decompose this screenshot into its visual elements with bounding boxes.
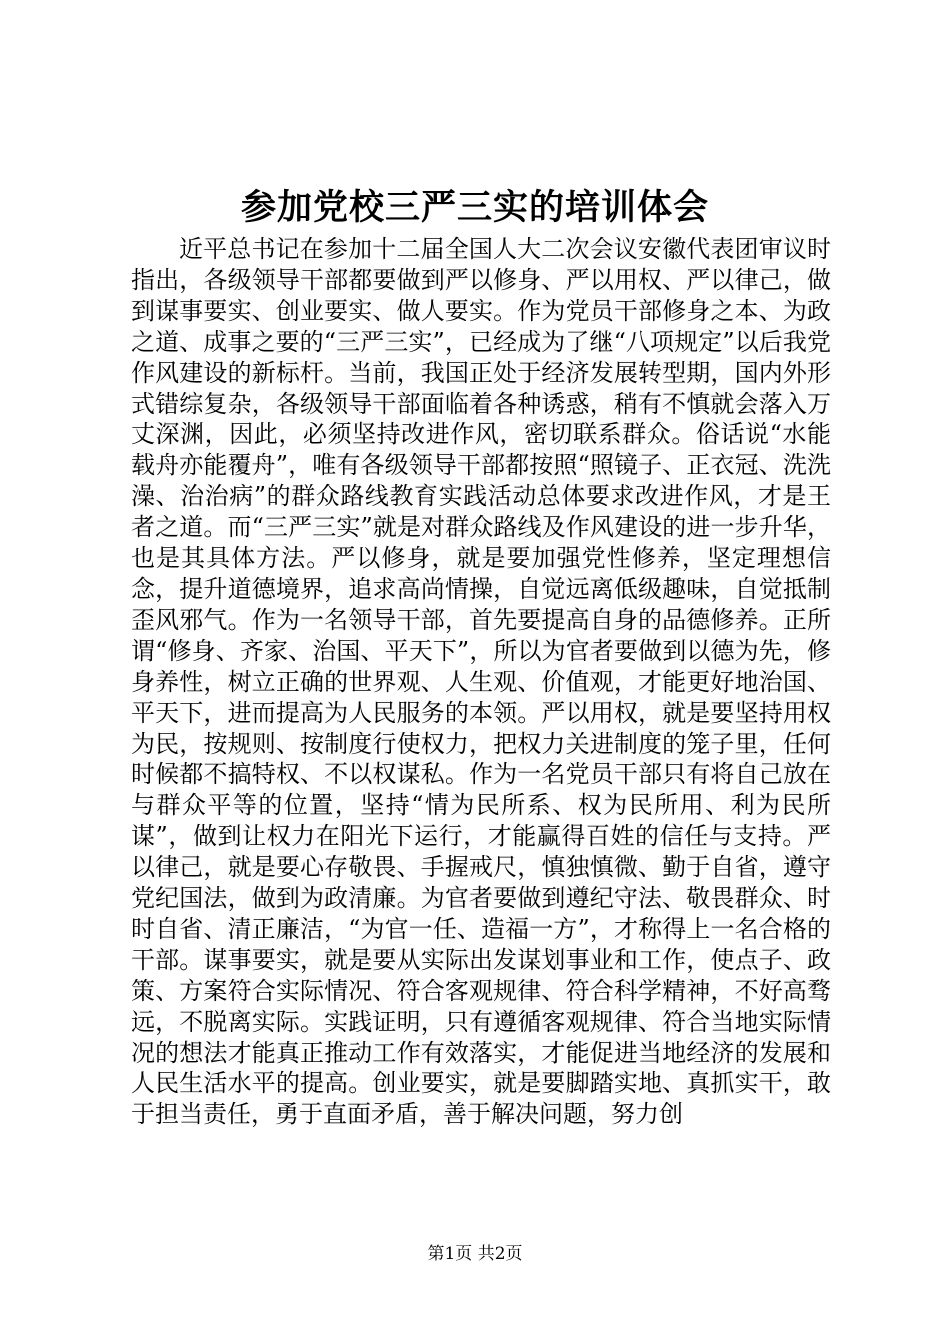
document-body-paragraph: 近平总书记在参加十二届全国人大二次会议安徽代表团审议时指出，各级领导干部都要做到严以修身、严以用权、严以律己，做到谋事要实、创业要实、做人要实。作为党员干部修身之本、为政之道、成事之要的“三严三实”，已经成为了继“八项规定”以后我党作风建设的新标杆。当前，我国正处于经济发展转型期，国内外形式错综复杂，各级领导干部面临着各种诱惑，稍有不慎就会落入万丈深渊，因此，必须坚持改进作风，密切联系群众。俗话说“水能载舟亦能覆舟”，唯有各级领导干部都按照“照镜子、正衣冠、洗洗澡、治治病”的群众路线教育实践活动总体要求改进作风，才是王者之道。而“三严三实”就是对群众路线及作风建设的进一步升华，也是其具体方法。严以修身，就是要加强党性修养，坚定理想信念，提升道德境界，追求高尚情操，自觉远离低级趣味，自觉抵制歪风邪气。作为一名领导干部，首先要提高自身的品德修养。正所谓“修身、齐家、治国、平天下”，所以为官者要做到以德为先，修身养性，树立正确的世界观、人生观、价值观，才能更好地治国、平天下，进而提高为人民服务的本领。严以用权，就是要坚持用权为民，按规则、按制度行使权力，把权力关进制度的笼子里，任何时候都不搞特权、不以权谋私。作为一名党员干部只有将自己放在与群众平等的位置，坚持“情为民所系、权为民所用、利为民所谋”，做到让权力在阳光下运行，才能赢得百姓的信任与支持。严以律己，就是要心存敬畏、手握戒尺，慎独慎微、勤于自省，遵守党纪国法，做到为政清廉。为官者要做到遵纪守法、敬畏群众、时时自省、清正廉洁，“为官一任、造福一方”，才称得上一名合格的干部。谋事要实，就是要从实际出发谋划事业和工作，使点子、政策、方案符合实际情况、符合客观规律、符合科学精神，不好高骛远，不脱离实际。实践证明，只有遵循客观规律、符合当地实际情况的想法才能真正推动工作有效落实，才能促进当地经济的发展和人民生活水平的提高。创业要实，就是要脚踏实地、真抓实干，敢于担当责任，勇于直面矛盾，善于解决问题，努力创: [131, 235, 831, 1129]
page-footer: 第1页 共2页: [427, 1244, 523, 1264]
document-title: 参加党校三严三实的培训体会: [240, 187, 709, 228]
